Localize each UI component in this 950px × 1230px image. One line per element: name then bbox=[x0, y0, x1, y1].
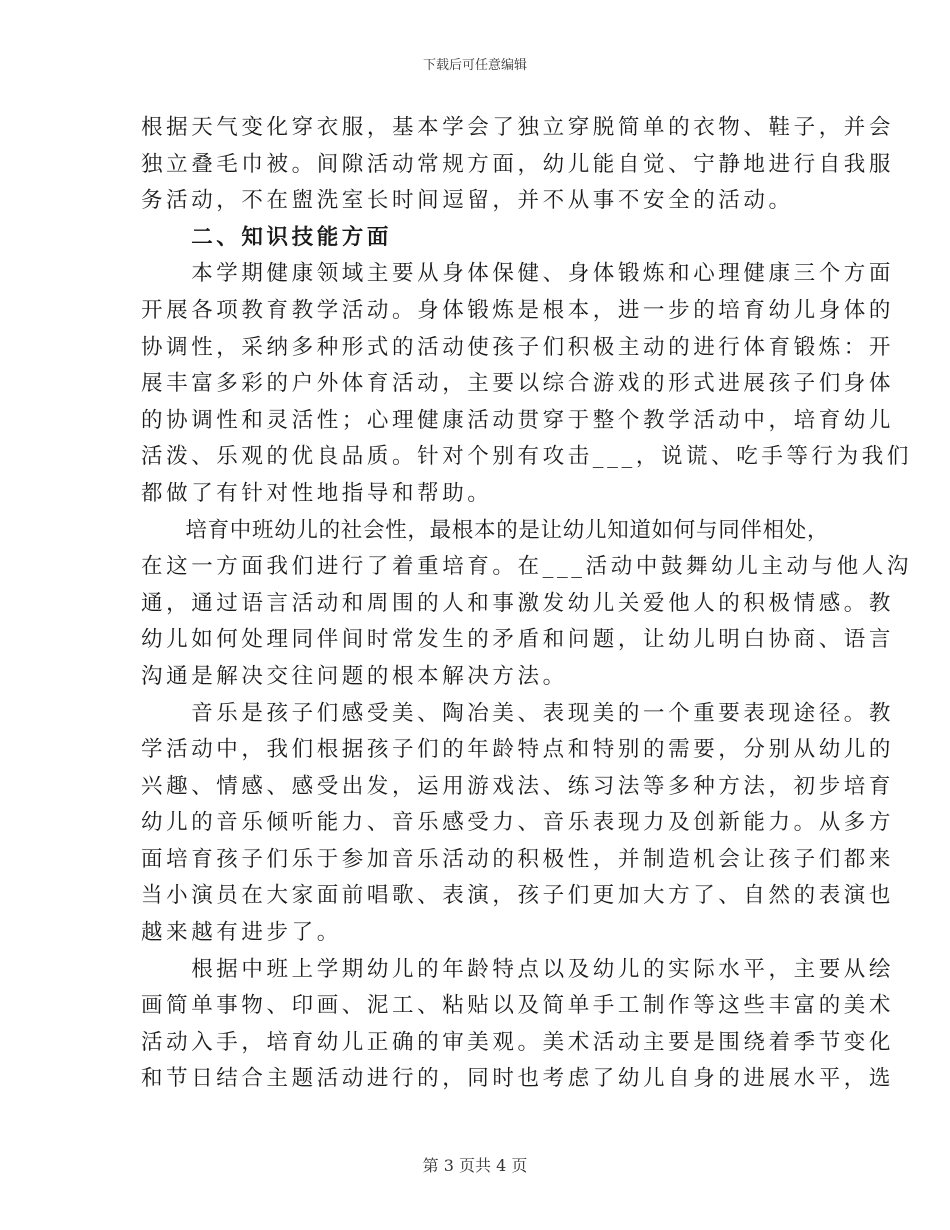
text-line: 沟通是解决交往问题的根本解决方法。 bbox=[141, 663, 568, 689]
text-line: 开展各项教育教学活动。身体锻炼是根本，进一步的培育幼儿身体的 bbox=[141, 297, 895, 323]
text-line: 独立叠毛巾被。间隙活动常规方面，幼儿能自觉、宁静地进行自我服 bbox=[141, 151, 895, 177]
text-line: 音乐是孩子们感受美、陶冶美、表现美的一个重要表现途径。教 bbox=[141, 700, 895, 726]
text-line: 通，通过语言活动和周围的人和事激发幼儿关爱他人的积极情感。教 bbox=[141, 590, 895, 616]
text-line: 当小演员在大家面前唱歌、表演，孩子们更加大方了、自然的表演也 bbox=[141, 883, 895, 909]
text-line: 画简单事物、印画、泥工、粘贴以及简单手工制作等这些丰富的美术 bbox=[141, 993, 895, 1019]
text-line: 活泼、乐观的优良品质。针对个别有攻击___，说谎、吃手等行为我们 bbox=[141, 444, 912, 470]
text-line: 幼儿如何处理同伴间时常发生的矛盾和问题，让幼儿明白协商、语言 bbox=[141, 627, 895, 653]
text-line: 根据天气变化穿衣服，基本学会了独立穿脱简单的衣物、鞋子，并会 bbox=[141, 115, 895, 140]
text-line: 培育中班幼儿的社会性，最根本的是让幼儿知道如何与同伴相处， bbox=[141, 517, 830, 543]
text-line: 的协调性和灵活性；心理健康活动贯穿于整个教学活动中，培育幼儿 bbox=[141, 407, 895, 433]
text-line: 务活动，不在盥洗室长时间逗留，并不从事不安全的活动。 bbox=[141, 188, 794, 214]
document-body bbox=[141, 110, 912, 1098]
text-line: 在这一方面我们进行了着重培育。在___活动中鼓舞幼儿主动与他人沟 bbox=[141, 554, 912, 580]
text-line: 兴趣、情感、感受出发，运用游戏法、练习法等多种方法，初步培育 bbox=[141, 773, 895, 799]
text-line: 根据中班上学期幼儿的年龄特点以及幼儿的实际水平，主要从绘 bbox=[141, 956, 895, 982]
text-line: 协调性，采纳多种形式的活动使孩子们积极主动的进行体育锻炼：开 bbox=[141, 334, 895, 360]
section-heading: 二、知识技能方面 bbox=[141, 224, 393, 250]
page-header: 下载后可任意编辑 bbox=[422, 58, 527, 73]
page-footer: 第 3 页共 4 页 bbox=[422, 1156, 528, 1175]
text-line: 本学期健康领域主要从身体保健、身体锻炼和心理健康三个方面 bbox=[141, 261, 895, 287]
text-line: 面培育孩子们乐于参加音乐活动的积极性，并制造机会让孩子们都来 bbox=[141, 846, 895, 872]
text-line: 和节日结合主题活动进行的，同时也考虑了幼儿自身的进展水平，选 bbox=[141, 1066, 895, 1092]
text-line: 越来越有进步了。 bbox=[141, 920, 342, 946]
text-line: 都做了有针对性地指导和帮助。 bbox=[141, 480, 493, 506]
text-line: 幼儿的音乐倾听能力、音乐感受力、音乐表现力及创新能力。从多方 bbox=[141, 810, 895, 836]
text-line: 活动入手，培育幼儿正确的审美观。美术活动主要是围绕着季节变化 bbox=[141, 1029, 895, 1055]
text-line: 展丰富多彩的户外体育活动，主要以综合游戏的形式进展孩子们身体 bbox=[141, 371, 895, 397]
text-line: 学活动中，我们根据孩子们的年龄特点和特别的需要，分别从幼儿的 bbox=[141, 737, 895, 763]
